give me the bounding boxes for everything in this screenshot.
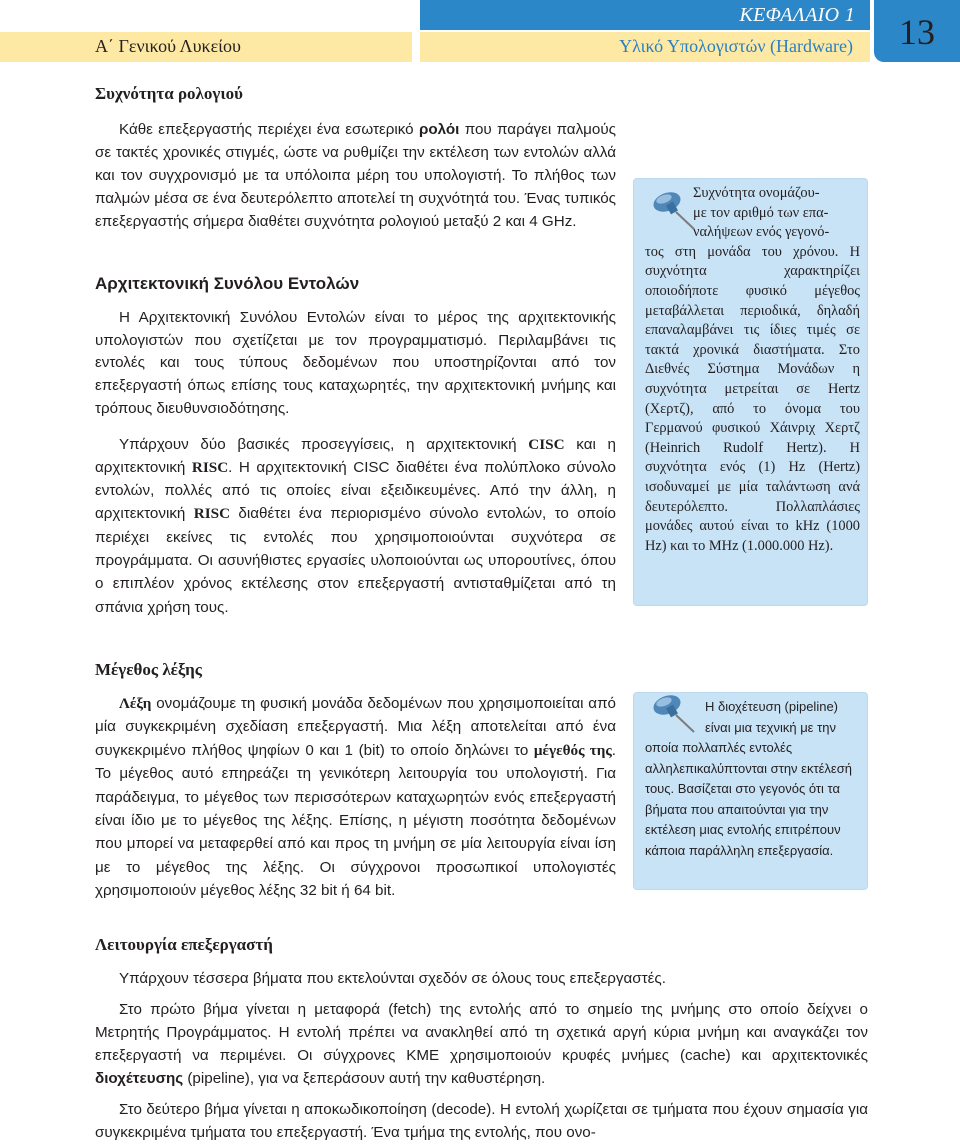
page-number: 13 [899, 12, 935, 52]
section-heading-isa: Αρχιτεκτονική Συνόλου Εντολών [95, 274, 360, 293]
word-paragraph-block [95, 692, 616, 903]
section-heading-clock: Συχνότητα ρολογιού [95, 84, 243, 103]
sidebar-frequency-text [645, 184, 860, 556]
isa-paragraph-block [95, 307, 616, 619]
sidebar-frequency [634, 179, 867, 605]
word-paragraph: Λέξη ονομάζουμε τη φυσική μονάδα δεδομένων που χρησιμοποιείται από μία συγκεκριμένη σχεδίαση επεξεργαστή. Μια λέξη αποτελείται από ένα συγκεκριμένο πλήθος ψηφίων 0 και 1 (bit) το οποίο δηλώνει το μέγεθός της. Το μέγεθος αυτό επηρεάζει τη γενικότερη λειτουργία του υπολογιστή. Για παράδειγμα, το μέγεθος των περισσότερων καταχωρητών ενός επεξεργαστή είναι ίδιο με το μέγεθος της λέξης. Επίσης, η μέγιστη ποσότητα δεδομένων που μπορεί να μεταφερθεί από και προς τη μνήμη σε μία λειτουργία είναι ίση με το μέγεθος της λέξης. Οι σύγχρονοι προσωπικοί υπολογιστές χρησιμοποιούν μέγεθος λέξης 32 bit ή 64 bit. [95, 695, 616, 900]
sidebar-frequency-line1: Συχνότητα ονομάζου- [693, 185, 820, 201]
section-heading-operation: Λειτουργία επεξεργαστή [95, 935, 273, 954]
chapter-subtitle: Υλικό Υπολογιστών (Hardware) [619, 36, 853, 56]
clock-paragraph: Κάθε επεξεργαστής περιέχει ένα εσωτερικό ρολόι που παράγει παλμούς σε τακτές χρονικές στιγμές, ώστε να ρυθμίζει την εκτέλεση των εντολών αλλά και τον συγχρονισμό με τα υπόλοιπα μέρη του υπολογιστή. Το πλήθος των παλμών μέσα σε ένα δευτερόλεπτο αποτελεί τη συχνότητά του. Ένας τυπικός επεξεργαστής σήμερα διαθέτει συχνότητα ρολογιού μεταξύ 2 και 4 GHz. [95, 121, 616, 230]
isa-paragraph-1: Η Αρχιτεκτονική Συνόλου Εντολών είναι το μέρος της αρχιτεκτονικής υπολογιστών που σχετίζεται με τον προγραμματισμό. Περιλαμβάνει τις εντολές και τους τύπους δεδομένων που υποστηρίζονται από τον επεξεργαστή όπως επίσης τους καταχωρητές, την αρχιτεκτονική μνήμης και τρόπους διευθυνσιοδότησης. [95, 309, 616, 417]
chapter-label: ΚΕΦΑΛΑΙΟ 1 [739, 4, 855, 26]
book-title: Α΄ Γενικού Λυκείου [95, 36, 241, 56]
sidebar-pipeline-line1: Η διοχέτευση (pipeline) [705, 699, 839, 714]
sidebar-frequency-line2: με τον αριθμό των επα- [693, 204, 829, 221]
section-heading-word: Μέγεθος λέξης [95, 660, 202, 679]
sidebar-pipeline-body: οποία πολλαπλές εντολές αλληλεπικαλύπτονται στην εκτέλεσή τους. Βασίζεται στο γεγονός ότι τα βήματα που απαιτούνται για την εκτέλεση μιας εντολής επιτρέπουν κάποια παράλληλη επεξεργασία. [645, 740, 852, 858]
sidebar-pipeline-line2: είναι μια τεχνική με την [705, 719, 836, 735]
operation-paragraph-block [95, 967, 868, 1144]
pushpin-icon [650, 688, 702, 736]
pushpin-icon [650, 185, 702, 233]
sidebar-frequency-line3: ναλήψεων ενός γεγονό- [693, 224, 830, 241]
operation-paragraph-2: Στο πρώτο βήμα γίνεται η μεταφορά (fetch) της εντολής από το σημείο της μνήμης στο οποίο δείχνει ο Μετρητής Προγράμματος. Η εντολή πρέπει να ανακληθεί από τη σχετικά αργή κύρια μνήμη και αναγκάζει τον επεξεργαστή να περιμένει. Οι σύγχρονες ΚΜΕ χρησιμοποιούν κρυφές μνήμες (cache) και αρχιτεκτονικές διοχέτευσης (pipeline), για να ξεπεράσουν αυτή την καθυστέρηση. [95, 1001, 868, 1087]
isa-paragraph-2: Υπάρχουν δύο βασικές προσεγγίσεις, η αρχιτεκτονική CISC και η αρχιτεκτονική RISC. Η αρχιτεκτονική CISC διαθέτει ένα πολύπλοκο σύνολο εντολών, πολλές από τις οποίες είναι εξειδικευμένες. Από την άλλη, η αρχιτεκτονική RISC διαθέτει ένα περιορισμένο σύνολο εντολών, το οποίο περιέχει εκείνες τις εντολές που χρησιμοποιούνται συχνότερα σε προγράμματα. Οι ασυνήθιστες εργασίες υλοποιούνται ως υπορουτίνες, όπου ο επιπλέον χρόνος εκτέλεσης στον επεξεργαστή αντισταθμίζεται από τη σπάνια χρήση τους. [95, 435, 617, 616]
operation-paragraph-3: Στο δεύτερο βήμα γίνεται η αποκωδικοποίηση (decode). Η εντολή χωρίζεται σε τμήματα που έχουν σημασία για συγκεκριμένα τμήματα του επεξεργαστή. Ένα τμήμα της εντολής, που ονο- [95, 1101, 868, 1141]
sidebar-frequency-body: τος στη μονάδα του χρόνου. Η συχνότητα χαρακτηρίζει οποιοδήποτε φυσικό μέγεθος μεταβάλλεται περιοδικά, δηλαδή επαναλαμβάνει τις ίδιες τιμές σε τακτά χρονικά διαστήματα. Στο Διεθνές Σύστημα Μονάδων η συχνότητα μετρείται σε Hertz (Χερτζ), από το όνομα του Γερμανού φυσικού Χάινριχ Χερτζ (Heinrich Rudolf Hertz). Η συχνότητα ενός (1) Hz (Hertz) ισοδυναμεί με μία ταλάντωση ανά δευτερόλεπτο. Πολλαπλάσιες μονάδες αυτού είναι το kHz (1000 Hz) και το MHz (1.000.000 Hz). [645, 243, 860, 554]
clock-paragraph-block [95, 118, 616, 233]
operation-paragraph-1: Υπάρχουν τέσσερα βήματα που εκτελούνται σχεδόν σε όλους τους επεξεργαστές. [119, 970, 666, 987]
